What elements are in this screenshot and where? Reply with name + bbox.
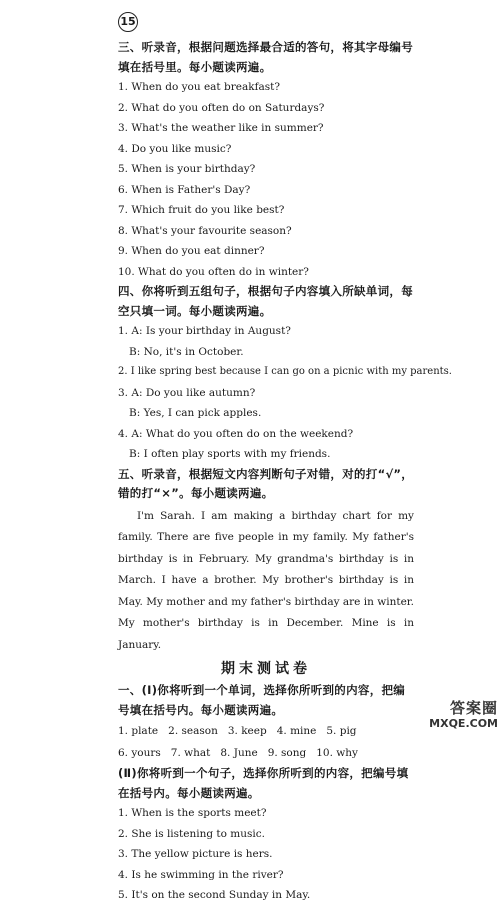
word-item: 3. keep: [227, 725, 267, 737]
content: [118, 38, 452, 906]
exam-title: 期末测试卷: [221, 661, 311, 677]
section5-paragraph: I'm Sarah. I am making a birthday chart for my family. There are five people in my family. My father's birthday is in February. My grandma's birthday is in March. I have a brother. My brother's birthday is in May. My mother and my father's birthday are in winter. My mother's birthday is in December. Mine is in January.: [118, 509, 414, 651]
part2-list: [118, 803, 414, 906]
section3-list: [118, 77, 414, 282]
word-item: 6. yours: [118, 747, 161, 759]
section4-line: 1. A: Is your birthday in August?: [118, 325, 291, 337]
section3-item: 9. When do you eat dinner?: [118, 245, 265, 257]
section3-item: 2. What do you often do on Saturdays?: [118, 101, 325, 114]
section4-line: 4. A: What do you often do on the weekend?: [118, 427, 354, 440]
page-number: 15: [118, 12, 138, 32]
section3-item: 4. Do you like music?: [118, 142, 232, 155]
part2-item: 1. When is the sports meet?: [118, 807, 267, 819]
section3-item: 8. What's your favourite season?: [118, 224, 292, 237]
section3-item: 10. What do you often do in winter?: [118, 265, 309, 278]
part1-words-row2: [118, 742, 414, 764]
word-item: 1. plate: [118, 725, 159, 737]
word-item: 9. song: [267, 747, 307, 759]
word-item: 7. what: [170, 747, 211, 759]
word-item: 4. mine: [276, 725, 317, 737]
section3-item: 1. When do you eat breakfast?: [118, 81, 280, 93]
part2-item: 2. She is listening to music.: [118, 827, 265, 840]
section4-line: 2. I like spring best because I can go on a picnic with my parents.: [118, 366, 452, 377]
logo-line1: 答案圈: [449, 699, 498, 717]
section3-item: 5. When is your birthday?: [118, 163, 256, 175]
section3-heading: 三、听录音，根据问题选择最合适的答句，将其字母编号填在括号里。每小题读两遍。: [118, 40, 413, 74]
logo-line2: MXQE.COM: [429, 717, 498, 730]
section3-item: 7. Which fruit do you like best?: [118, 204, 285, 216]
section4-heading: 四、你将听到五组句子，根据句子内容填入所缺单词，每空只填一词。每小题读两遍。: [118, 284, 413, 318]
section3-item: 6. When is Father's Day?: [118, 183, 251, 196]
part1-heading: 一、(Ⅰ)你将听到一个单词，选择你所听到的内容，把编号填在括号内。每小题读两遍。: [118, 683, 406, 717]
word-item: 5. pig: [326, 725, 357, 737]
word-item: 2. season: [168, 725, 218, 737]
section3-item: 3. What's the weather like in summer?: [118, 122, 324, 134]
section4-line: B: No, it's in October.: [129, 345, 244, 358]
part1-words-row1: [118, 720, 414, 742]
section4-list: [118, 321, 452, 465]
word-item: 8. June: [220, 747, 258, 759]
section4-line: B: Yes, I can pick apples.: [129, 407, 262, 419]
part2-item: 3. The yellow picture is hers.: [118, 848, 273, 860]
section5-heading: 五、听录音，根据短文内容判断句子对错，对的打“√”，错的打“×”。每小题读两遍。: [118, 466, 414, 500]
section4-line: B: I often play sports with my friends.: [129, 448, 331, 460]
section4-line: 3. A: Do you like autumn?: [118, 386, 256, 399]
word-item: 10. why: [316, 747, 358, 759]
footer-logo: [418, 700, 498, 734]
part2-item: 4. Is he swimming in the river?: [118, 868, 284, 881]
part2-heading: (Ⅱ)你将听到一个句子，选择你所听到的内容，把编号填在括号内。每小题读两遍。: [118, 766, 409, 800]
part2-item: 5. It's on the second Sunday in May.: [118, 889, 311, 901]
